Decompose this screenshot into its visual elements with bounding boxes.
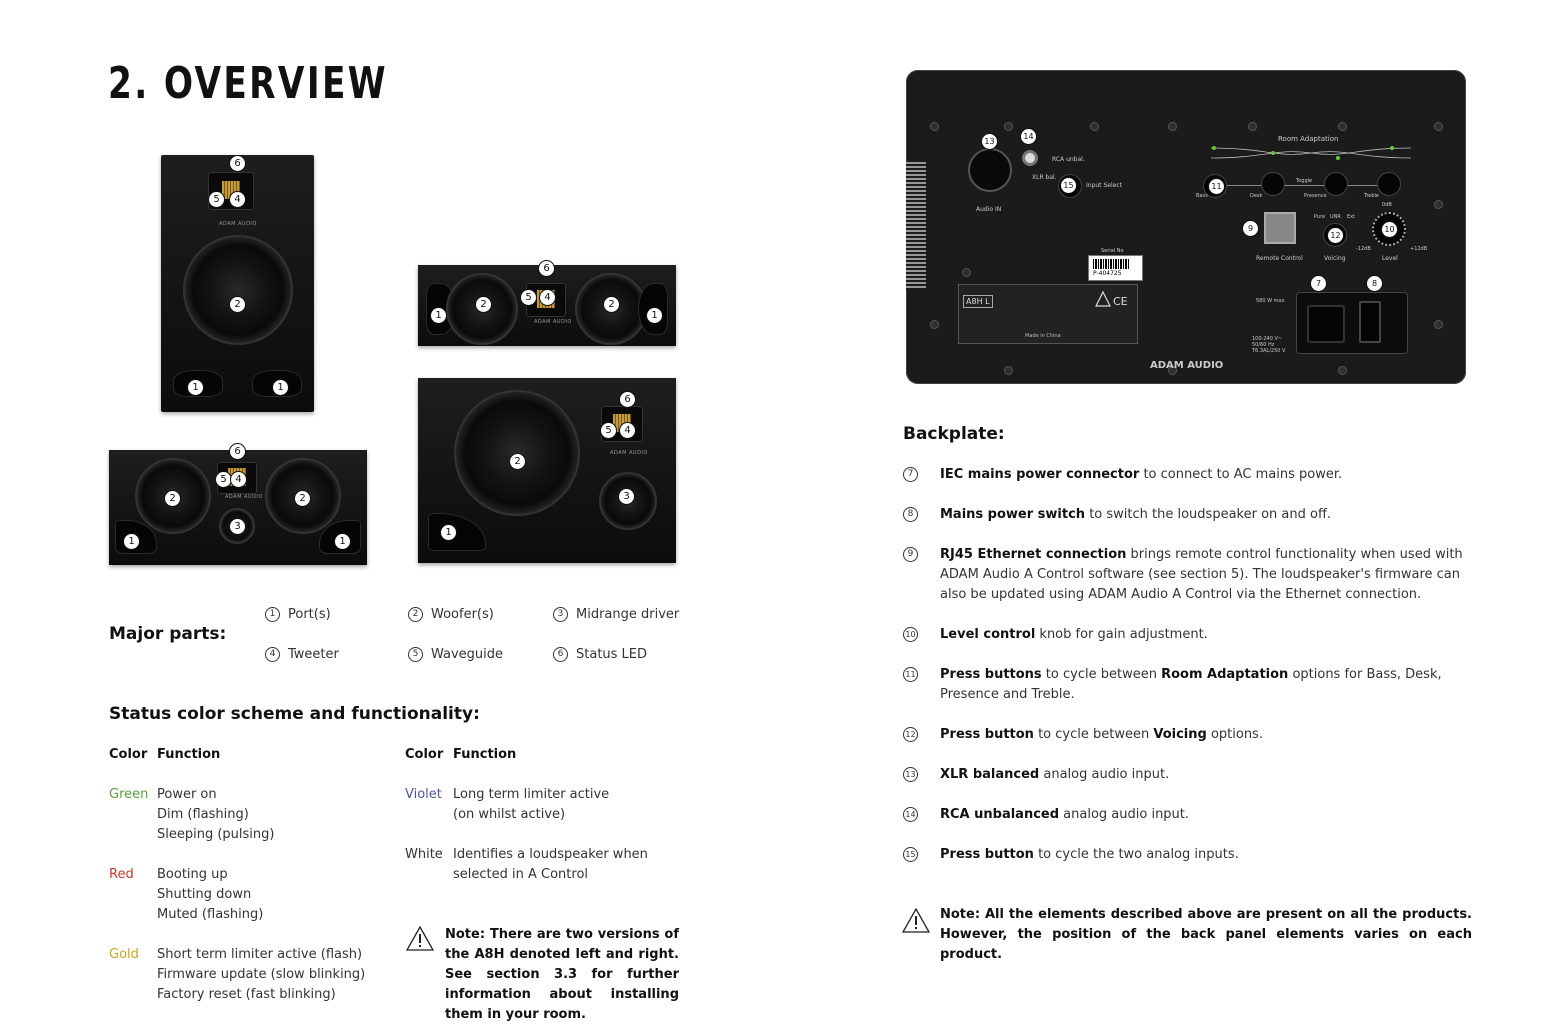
model-label: A8H L xyxy=(963,295,993,308)
input-select-label: Input Select xyxy=(1086,182,1122,189)
part-item: 2 Woofer(s) xyxy=(408,605,494,625)
status-color-gold: Gold xyxy=(109,947,139,962)
callout-4: 4 xyxy=(619,422,636,439)
warning-icon xyxy=(902,908,930,933)
callout-7: 7 xyxy=(1310,275,1327,292)
status-function: Power on Dim (flashing) Sleeping (pulsing) xyxy=(157,787,275,842)
serial-sticker xyxy=(1088,255,1143,281)
callout-6: 6 xyxy=(619,391,636,408)
backplate-heading: Backplate: xyxy=(903,424,1005,444)
col-color-header: Color xyxy=(109,747,148,762)
part-item: 3 Midrange driver xyxy=(553,605,679,625)
unr-label: UNR xyxy=(1330,214,1341,220)
callout-5: 5 xyxy=(215,471,232,488)
presence-button xyxy=(1324,172,1348,196)
callout-8: 8 xyxy=(1366,275,1383,292)
ce-warning-marks xyxy=(1095,290,1135,310)
brand-label: ADAM AUDIO xyxy=(534,319,572,325)
iec-socket xyxy=(1307,305,1345,343)
callout-1: 1 xyxy=(430,307,447,324)
backplate-item-8: 8 Mains power switch to switch the loudspeaker on and off. xyxy=(903,505,1473,525)
callout-1: 1 xyxy=(123,533,140,550)
ext-label: Ext xyxy=(1347,214,1356,220)
part-item: 6 Status LED xyxy=(553,645,647,665)
speaker-image-3way-horizontal xyxy=(109,446,367,565)
status-color-red: Red xyxy=(109,867,134,882)
speaker-image-horizontal xyxy=(418,265,676,346)
callout-3: 3 xyxy=(229,518,246,535)
rj45-port xyxy=(1264,212,1296,244)
callout-2: 2 xyxy=(603,296,620,313)
desk-label: Desk xyxy=(1250,193,1263,199)
backplate-brand: ADAM AUDIO xyxy=(1150,360,1224,371)
callout-2: 2 xyxy=(294,490,311,507)
callout-13: 13 xyxy=(981,133,998,150)
backplate-item-9: 9 RJ45 Ethernet connection brings remote control functionality when used with ADAM Audio A Control software (see section 5). The loudspeaker's firmware can also be updated using ADAM Audio A Control via the Ethernet connection. xyxy=(903,545,1473,605)
mains-switch xyxy=(1359,301,1381,343)
major-parts-heading: Major parts: xyxy=(109,624,227,644)
xlr-label: XLR bal. xyxy=(1032,174,1057,181)
callout-1: 1 xyxy=(334,533,351,550)
power-module xyxy=(1296,292,1408,354)
callout-9: 9 xyxy=(1242,220,1259,237)
plus12-label: +12dB xyxy=(1410,246,1428,252)
heatsink-fins xyxy=(906,162,926,290)
status-color-violet: Violet xyxy=(405,787,442,802)
minus12-label: -12dB xyxy=(1356,246,1371,252)
versions-note: Note: There are two versions of the A8H denoted left and right. See section 3.3 for further information about installing them in your room. xyxy=(445,927,679,1022)
brand-label: ADAM AUDIO xyxy=(225,494,263,500)
woofer xyxy=(183,235,293,345)
callout-6: 6 xyxy=(538,260,555,277)
callout-1: 1 xyxy=(272,379,289,396)
port xyxy=(428,513,486,551)
status-heading: Status color scheme and functionality: xyxy=(109,704,480,724)
warning-icon xyxy=(406,926,434,951)
power-max-label: 580 W max xyxy=(1256,298,1285,304)
backplate-item-11: 11 Press buttons to cycle between Room Adaptation options for Bass, Desk, Presence and Treble. xyxy=(903,665,1473,705)
backplate-item-14: 14 RCA unbalanced analog audio input. xyxy=(903,805,1473,825)
treble-button xyxy=(1377,172,1401,196)
treble-label: Treble xyxy=(1364,193,1379,199)
desk-button xyxy=(1261,172,1285,196)
status-function: Identifies a loudspeaker when selected in A Control xyxy=(453,847,648,882)
brand-label: ADAM AUDIO xyxy=(219,221,257,227)
made-in-label: Made in China xyxy=(1025,333,1061,339)
callout-2: 2 xyxy=(164,490,181,507)
pure-label: Pure xyxy=(1314,214,1326,220)
callout-10: 10 xyxy=(1381,221,1398,238)
backplate-item-13: 13 XLR balanced analog audio input. xyxy=(903,765,1473,785)
callout-1: 1 xyxy=(440,524,457,541)
backplate-note: Note: All the elements described above are present on all the products. However, the position of the back panel elements varies on each product. xyxy=(940,907,1472,962)
backplate-image xyxy=(906,70,1466,384)
callout-12: 12 xyxy=(1327,227,1344,244)
col-color-header: Color xyxy=(405,747,444,762)
speaker-image-a8h xyxy=(418,378,676,563)
serial-no-label: Serial No xyxy=(1101,248,1124,254)
part-item: 4 Tweeter xyxy=(265,645,339,665)
part-item: 5 Waveguide xyxy=(408,645,503,665)
serial-number: P-404725 xyxy=(1093,270,1122,277)
callout-4: 4 xyxy=(539,289,556,306)
level-label: Level xyxy=(1382,255,1398,262)
audio-in-label: Audio IN xyxy=(976,206,1002,213)
odb-label: 0dB xyxy=(1382,202,1392,208)
callout-15: 15 xyxy=(1060,177,1077,194)
callout-11: 11 xyxy=(1208,178,1225,195)
speaker-image-2way xyxy=(161,155,314,412)
backplate-item-12: 12 Press button to cycle between Voicing options. xyxy=(903,725,1473,745)
bass-label: Bass xyxy=(1196,193,1208,199)
remote-control-label: Remote Control xyxy=(1256,255,1303,262)
callout-2: 2 xyxy=(509,453,526,470)
status-color-green: Green xyxy=(109,787,149,802)
callout-2: 2 xyxy=(229,296,246,313)
callout-3: 3 xyxy=(618,488,635,505)
callout-5: 5 xyxy=(208,191,225,208)
callout-6: 6 xyxy=(229,443,246,460)
barcode xyxy=(1093,259,1129,269)
room-adaptation-line xyxy=(1226,185,1396,186)
col-function-header: Function xyxy=(453,747,517,762)
status-function: Long term limiter active (on whilst active) xyxy=(453,787,610,822)
backplate-item-7: 7 IEC mains power connector to connect to AC mains power. xyxy=(903,465,1473,485)
toggle-label: Toggle xyxy=(1296,178,1313,184)
mains-spec-label: 100-240 V~ 50/60 Hz T6.3AL/250 V xyxy=(1252,336,1286,354)
callout-2: 2 xyxy=(475,296,492,313)
brand-label: ADAM AUDIO xyxy=(610,450,648,456)
part-item: 1 Port(s) xyxy=(265,605,331,625)
backplate-item-15: 15 Press button to cycle the two analog inputs. xyxy=(903,845,1473,865)
status-function: Short term limiter active (flash) Firmware update (slow blinking) Factory reset (fast blinking) xyxy=(157,947,366,1002)
svg-text:CE: CE xyxy=(1113,295,1128,308)
callout-1: 1 xyxy=(187,379,204,396)
callout-4: 4 xyxy=(230,471,247,488)
voicing-label: Voicing xyxy=(1324,255,1346,262)
rca-connector xyxy=(1022,150,1038,166)
status-color-white: White xyxy=(405,847,443,862)
page-title: 2. OVERVIEW xyxy=(108,58,388,109)
status-function: Booting up Shutting down Muted (flashing) xyxy=(157,867,264,922)
rca-label: RCA unbal. xyxy=(1052,156,1085,163)
callout-6: 6 xyxy=(229,155,246,172)
backplate-item-10: 10 Level control knob for gain adjustment. xyxy=(903,625,1473,645)
eq-curves-graphic xyxy=(1206,142,1416,164)
callout-14: 14 xyxy=(1020,128,1037,145)
callout-4: 4 xyxy=(229,191,246,208)
callout-5: 5 xyxy=(520,289,537,306)
xlr-connector xyxy=(968,148,1012,192)
callout-5: 5 xyxy=(600,422,617,439)
presence-label: Presence xyxy=(1304,193,1327,199)
col-function-header: Function xyxy=(157,747,221,762)
callout-1: 1 xyxy=(646,307,663,324)
room-adaptation-label: Room Adaptation xyxy=(1278,135,1339,143)
